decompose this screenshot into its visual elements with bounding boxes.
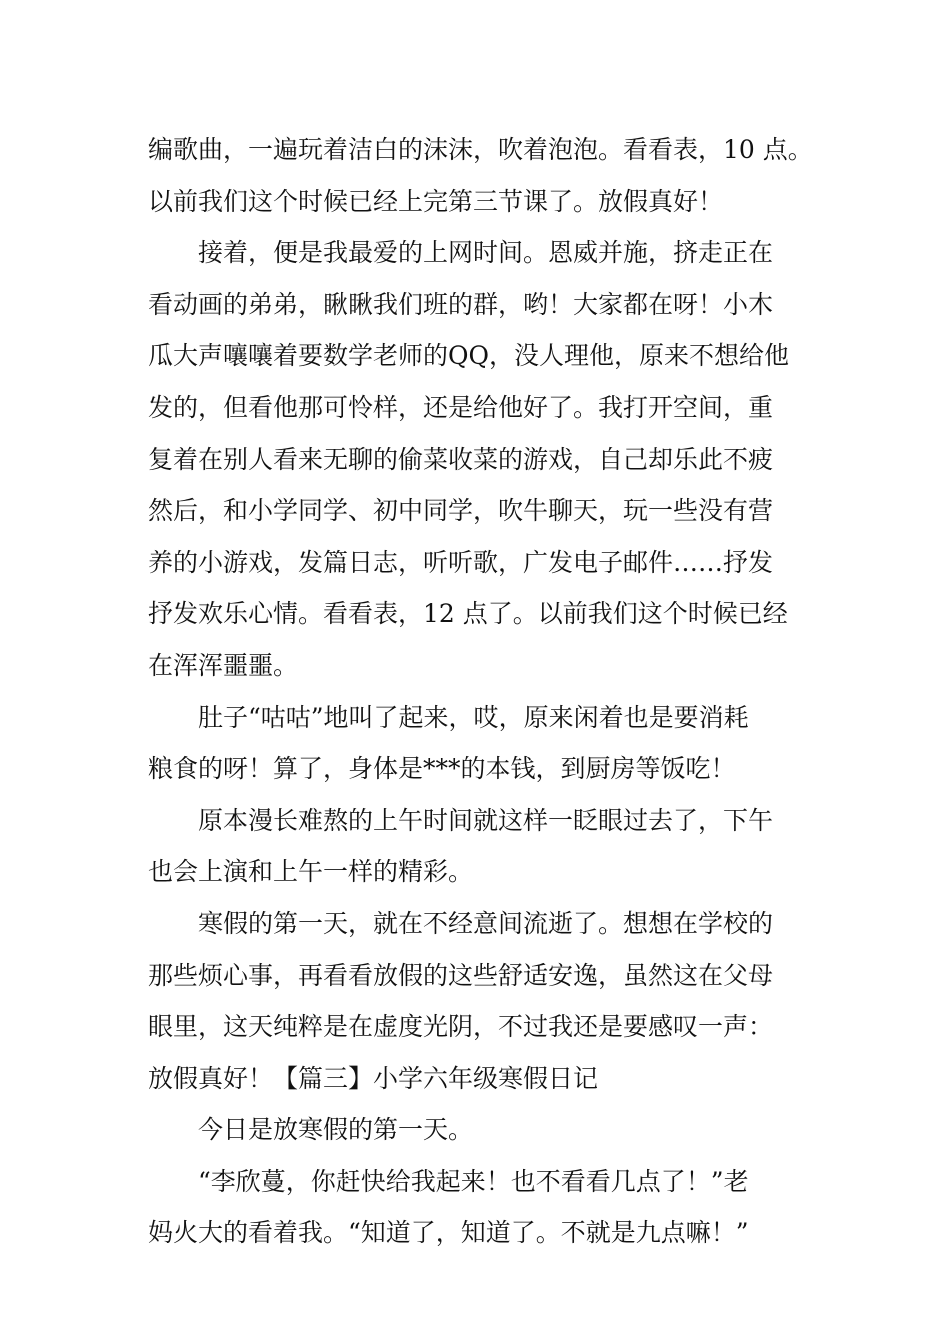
text-line: 粮食的呀！算了，身体是***的本钱，到厨房等饭吃！: [148, 754, 736, 784]
text-line: 看动画的弟弟，瞅瞅我们班的群，哟！大家都在呀！小木: [148, 289, 774, 319]
text-line: 瓜大声嚷嚷着要数学老师的QQ，没人理他，原来不想给他: [148, 341, 789, 371]
text-line: 那些烦心事，再看看放假的这些舒适安逸，虽然这在父母: [148, 960, 774, 990]
text-line: 养的小游戏，发篇日志，听听歌，广发电子邮件……抒发: [148, 547, 774, 577]
text-line: 发的，但看他那可怜样，还是给他好了。我打开空间，重: [148, 392, 774, 422]
text-line: 妈火大的看着我。“知道了，知道了。不就是九点嘛！”: [148, 1218, 749, 1248]
text-line: 也会上演和上午一样的精彩。: [148, 857, 474, 887]
text-line: 以前我们这个时候已经上完第三节课了。放假真好！: [148, 186, 724, 216]
text-line: 肚子“咕咕”地叫了起来，哎，原来闲着也是要消耗: [198, 702, 749, 732]
text-line: 复着在别人看来无聊的偷菜收菜的游戏，自己却乐此不疲: [148, 444, 774, 474]
text-line: 抒发欢乐心情。看看表，12 点了。以前我们这个时候已经: [148, 599, 788, 629]
body-text: [148, 124, 838, 1259]
text-line: 然后，和小学同学、初中同学，吹牛聊天，玩一些没有营: [148, 496, 774, 526]
text-line: 在浑浑噩噩。: [148, 650, 299, 680]
text-line: “李欣蔓，你赶快给我起来！也不看看几点了！”老: [198, 1166, 749, 1196]
text-line: 放假真好！【篇三】小学六年级寒假日记: [148, 1063, 599, 1093]
text-line: 原本漫长难熬的上午时间就这样一眨眼过去了，下午: [198, 805, 774, 835]
text-line: 寒假的第一天，就在不经意间流逝了。想想在学校的: [198, 908, 774, 938]
text-line: 今日是放寒假的第一天。: [198, 1115, 474, 1145]
text-line: 眼里，这天纯粹是在虚度光阴，不过我还是要感叹一声：: [148, 1012, 774, 1042]
text-line: 接着，便是我最爱的上网时间。恩威并施，挤走正在: [198, 238, 774, 268]
text-line: 编歌曲，一遍玩着洁白的沫沫，吹着泡泡。看看表，10 点。: [148, 135, 813, 164]
